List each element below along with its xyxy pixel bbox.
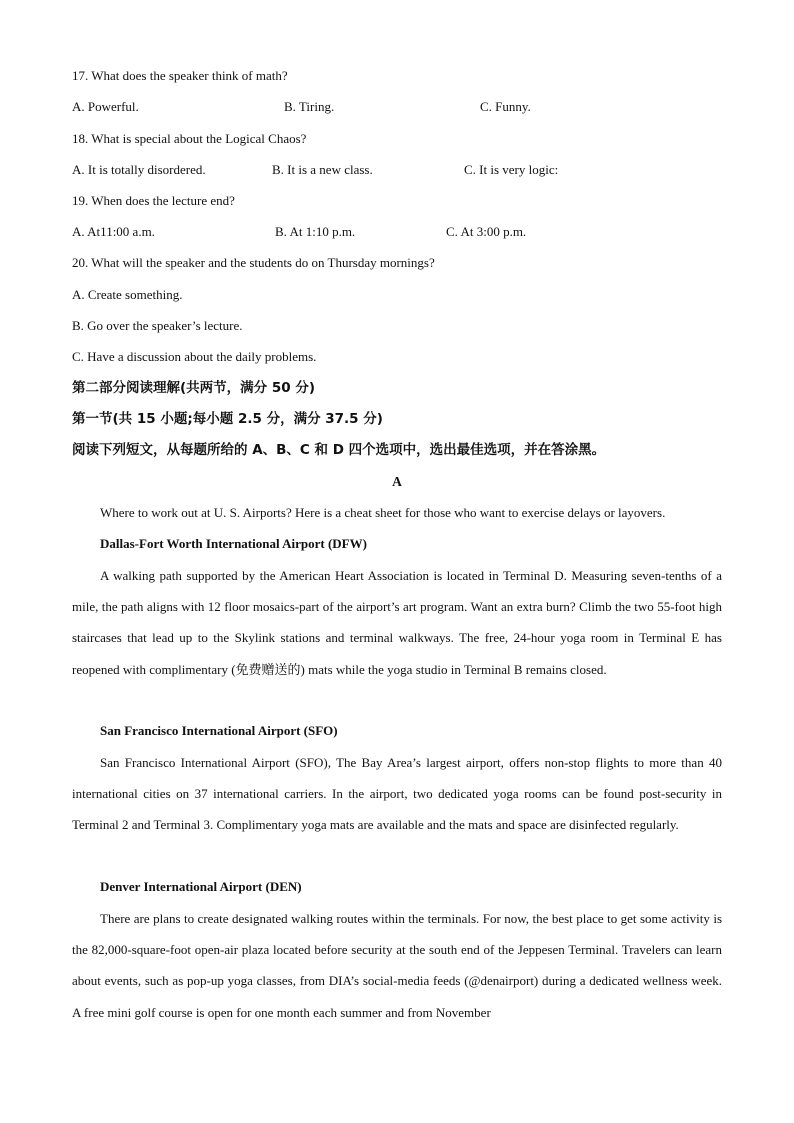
section-2-instruction: 阅读下列短文，从每题所给的 A、B、C 和 D 四个选项中，选出最佳选项，并在答涂黑。 <box>72 442 606 458</box>
passage-label: A <box>392 474 402 489</box>
section-2-title: 第二部分阅读理解(共两节，满分 50 分) <box>72 380 316 396</box>
passage-intro: Where to work out at U. S. Airports? Here is a cheat sheet for those who want to exercise delays or layovers. <box>100 505 666 520</box>
q20-option-c: C. Have a discussion about the daily problems. <box>72 349 317 364</box>
dfw-heading: Dallas-Fort Worth International Airport (DFW) <box>100 536 367 551</box>
q19-option-c: C. At 3:00 p.m. <box>446 224 527 239</box>
question-18: 18. What is special about the Logical Chaos? <box>72 131 307 146</box>
sfo-text: San Francisco International Airport (SFO), The Bay Area’s largest airport, offers non-stop flights to more than 40 international cities on 37 international carriers. In the airport, two dedicated yoga rooms can be found post-security in Terminal 2 and Terminal 3. Complimentary yoga mats are available and the mats and space are disinfected regularly. <box>72 755 722 833</box>
q19-option-b: B. At 1:10 p.m. <box>275 224 356 239</box>
q17-option-c: C. Funny. <box>480 99 531 114</box>
q17-option-a: A. Powerful. <box>72 99 139 114</box>
sfo-paragraph <box>72 747 722 841</box>
section-2-part-1: 第一节(共 15 小题;每小题 2.5 分，满分 37.5 分) <box>72 411 383 427</box>
dfw-paragraph <box>72 560 722 685</box>
question-20: 20. What will the speaker and the students do on Thursday mornings? <box>72 255 435 270</box>
q17-option-b: B. Tiring. <box>284 99 335 114</box>
q19-option-a: A. At11:00 a.m. <box>72 224 155 239</box>
q20-option-b: B. Go over the speaker’s lecture. <box>72 318 243 333</box>
sfo-heading: San Francisco International Airport (SFO) <box>100 723 338 738</box>
q18-option-a: A. It is totally disordered. <box>72 162 206 177</box>
den-text: There are plans to create designated walking routes within the terminals. For now, the best place to get some activity is the 82,000-square-foot open-air plaza located before security at the south end of the Jeppesen Terminal. Travelers can learn about events, such as pop-up yoga classes, from DIA’s social-media feeds (@denairport) during a dedicated wellness week. A free mini golf course is open for one month each summer and from November <box>72 911 722 1020</box>
q18-option-c: C. It is very logic: <box>464 162 559 177</box>
den-heading: Denver International Airport (DEN) <box>100 879 302 894</box>
question-19: 19. When does the lecture end? <box>72 193 235 208</box>
q18-option-b: B. It is a new class. <box>272 162 373 177</box>
dfw-text: A walking path supported by the American Heart Association is located in Terminal D. Measuring seven-tenths of a mile, the path aligns with 12 floor mosaics-part of the airport’s art program. Want an extra burn? Climb the two 55-foot high staircases that lead up to the Skylink stations and terminal walkways. The free, 24-hour yoga room in Terminal E has reopened with complimentary (免费赠送的) mats while the yoga studio in Terminal B remains closed. <box>72 568 722 677</box>
den-paragraph <box>72 903 722 1028</box>
question-17: 17. What does the speaker think of math? <box>72 68 288 83</box>
q20-option-a: A. Create something. <box>72 287 183 302</box>
